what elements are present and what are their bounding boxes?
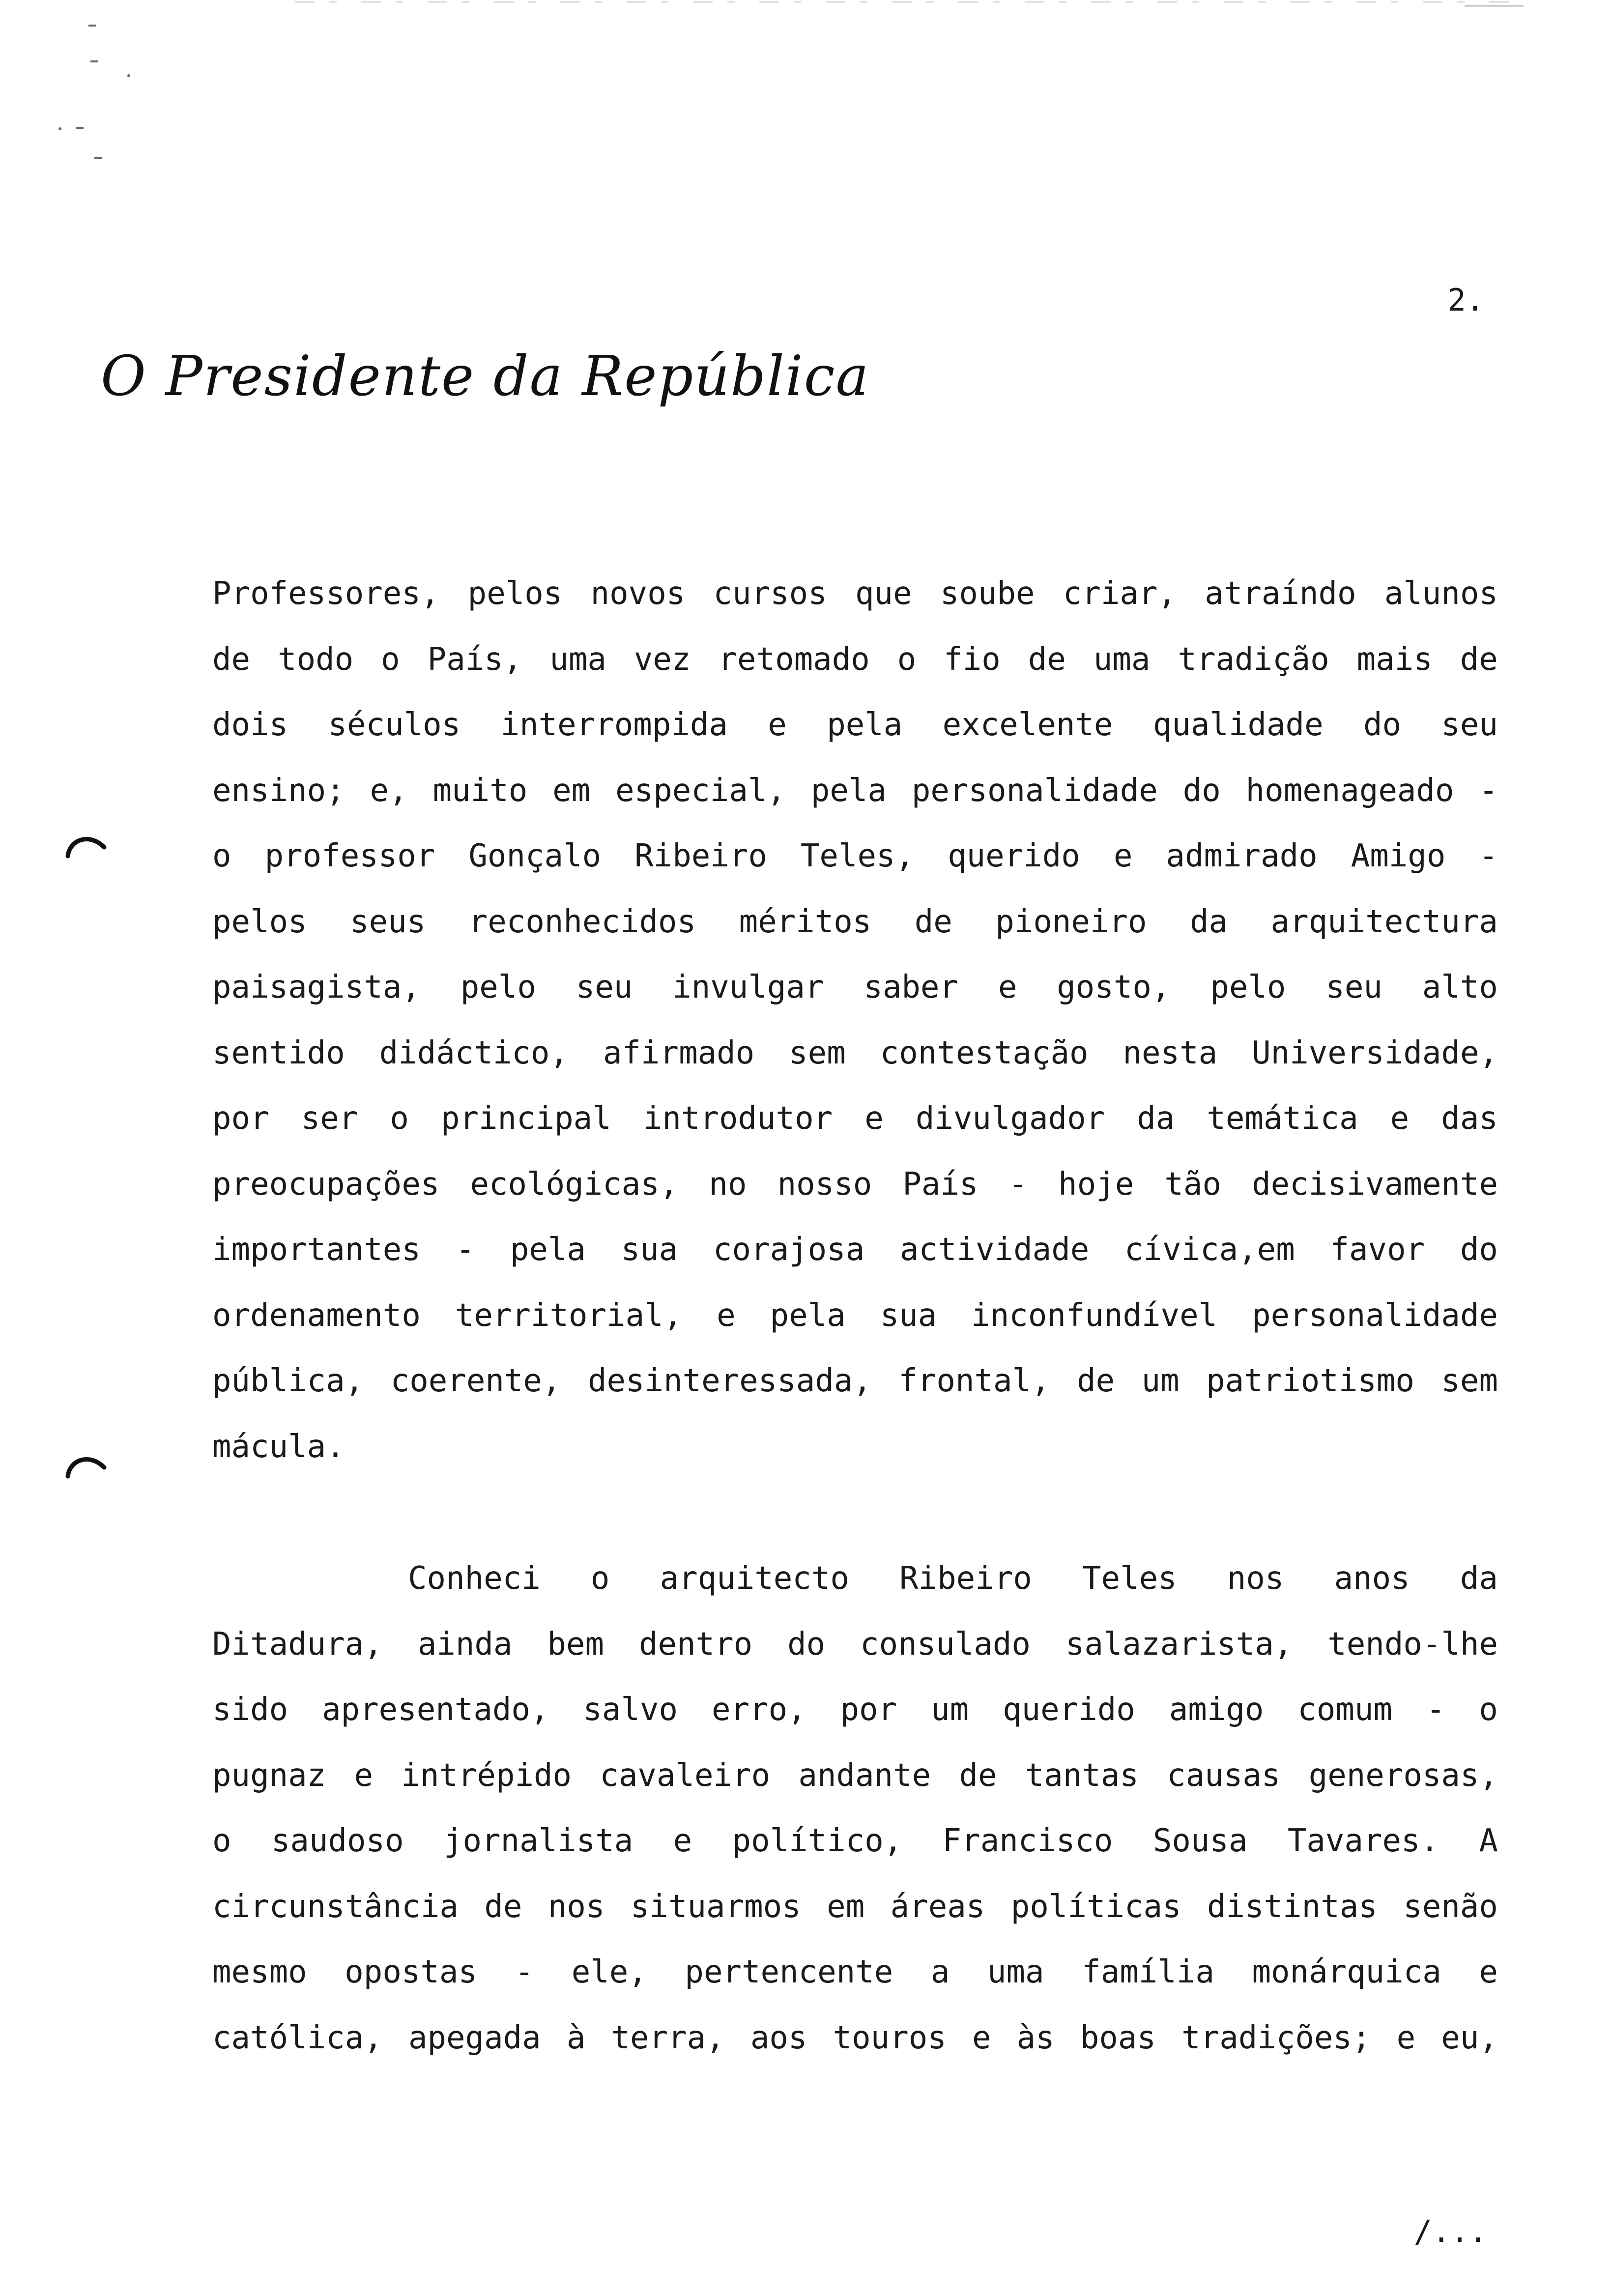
word: católica, — [212, 2019, 383, 2056]
text-line — [212, 2006, 1498, 2071]
word: de — [484, 1888, 522, 1925]
word: todo — [278, 641, 354, 678]
word: das — [1441, 1100, 1498, 1137]
word: e — [768, 707, 787, 743]
word: Professores, — [212, 575, 440, 612]
word: Tavares. — [1287, 1823, 1439, 1859]
word: da — [1137, 1100, 1175, 1137]
word: actividade — [899, 1232, 1090, 1268]
word: Ribeiro — [634, 838, 767, 874]
word: andante — [798, 1757, 931, 1794]
word: seu — [576, 969, 633, 1005]
word: de — [1460, 641, 1498, 678]
word: e — [1479, 1954, 1498, 1990]
word: família — [1082, 1954, 1214, 1990]
word: inconfundível — [971, 1297, 1218, 1334]
word: novos — [590, 575, 686, 612]
word: touros — [833, 2019, 947, 2056]
word: de — [914, 903, 952, 940]
word: e, — [370, 772, 408, 809]
word: ainda — [417, 1626, 513, 1663]
word: muito — [432, 772, 528, 809]
word: gosto, — [1057, 969, 1171, 1005]
word: nos — [547, 1888, 605, 1925]
word: intrépido — [401, 1757, 572, 1794]
word: e — [673, 1823, 692, 1859]
word: desinteressada, — [587, 1363, 872, 1399]
word: apresentado, — [322, 1692, 549, 1728]
word: pela — [510, 1232, 586, 1268]
word: e — [717, 1297, 736, 1334]
word: temática — [1207, 1100, 1358, 1137]
word: ordenamento — [212, 1297, 421, 1334]
word: contestação — [880, 1034, 1089, 1071]
text-line — [212, 1086, 1498, 1152]
word: didáctico, — [379, 1034, 569, 1071]
word: - — [1008, 1166, 1028, 1203]
word: situarmos — [630, 1888, 801, 1925]
word: professor — [264, 838, 435, 874]
word: um — [931, 1692, 969, 1728]
word: divulgador — [915, 1100, 1105, 1137]
word: o — [381, 641, 400, 678]
word: preocupações — [212, 1166, 440, 1203]
word: o — [212, 838, 231, 874]
word: apegada — [408, 2019, 541, 2056]
word: ser — [301, 1100, 358, 1137]
word: e — [1396, 2019, 1416, 2056]
text-line — [212, 1546, 1498, 1612]
text-line — [212, 1021, 1498, 1087]
word: invulgar — [672, 969, 824, 1005]
word: querido — [948, 838, 1080, 874]
word: afirmado — [603, 1034, 755, 1071]
word: sem — [789, 1034, 846, 1071]
word: Ditadura, — [212, 1626, 383, 1663]
word: seus — [350, 903, 426, 940]
word: por — [840, 1692, 897, 1728]
word: País, — [427, 641, 522, 678]
text-line: mácula. — [212, 1428, 345, 1465]
word: pelo — [460, 969, 536, 1005]
word: - — [515, 1954, 534, 1990]
text-line — [212, 1808, 1498, 1874]
word: ele, — [571, 1954, 647, 1990]
word: político, — [732, 1823, 903, 1859]
word: frontal, — [898, 1363, 1050, 1399]
word: A — [1479, 1823, 1498, 1859]
continuation-mark: /... — [1413, 2213, 1487, 2249]
word: e — [354, 1757, 373, 1794]
word: tantas — [1025, 1757, 1139, 1794]
word: erro, — [711, 1692, 806, 1728]
word: dentro — [638, 1626, 753, 1663]
word: principal — [440, 1100, 611, 1137]
word: qualidade — [1152, 707, 1324, 743]
word: de — [1028, 641, 1066, 678]
word: mais — [1356, 641, 1433, 678]
word: sentido — [212, 1034, 345, 1071]
word: querido — [1003, 1692, 1135, 1728]
word: favor — [1330, 1232, 1425, 1268]
word: excelente — [942, 707, 1113, 743]
word: uma — [549, 641, 606, 678]
text-line — [212, 692, 1498, 758]
word: sido — [212, 1692, 288, 1728]
word: pugnaz — [212, 1757, 326, 1794]
word: seu — [1325, 969, 1382, 1005]
word: tão — [1164, 1166, 1221, 1203]
word: consulado — [860, 1626, 1031, 1663]
word: por — [212, 1100, 269, 1137]
word: boas — [1080, 2019, 1156, 2056]
word: patriotismo — [1206, 1363, 1414, 1399]
word: - — [1479, 772, 1498, 809]
word: de — [959, 1757, 997, 1794]
word: alunos — [1384, 575, 1498, 612]
word: da — [1190, 903, 1228, 940]
word: o — [897, 641, 917, 678]
word: sua — [880, 1297, 937, 1334]
word: salvo — [583, 1692, 678, 1728]
word: - — [1426, 1692, 1445, 1728]
word: Universidade, — [1252, 1034, 1498, 1071]
word: pelo — [1210, 969, 1286, 1005]
text-line — [212, 1349, 1498, 1414]
word: arquitecto — [660, 1560, 849, 1597]
word: Gonçalo — [468, 838, 602, 874]
word: Sousa — [1152, 1823, 1248, 1859]
text-line — [212, 1217, 1498, 1283]
word: à — [566, 2019, 586, 2056]
word: comum — [1297, 1692, 1392, 1728]
word: Ribeiro — [899, 1560, 1032, 1597]
word: uma — [1093, 641, 1151, 678]
word: corajosa — [713, 1232, 865, 1268]
word: em — [827, 1888, 865, 1925]
word: atraíndo — [1205, 575, 1356, 612]
word: monárquica — [1252, 1954, 1441, 1990]
word: uma — [987, 1954, 1044, 1990]
word: Francisco — [942, 1823, 1113, 1859]
letterhead: O Presidente da República — [101, 344, 870, 408]
word: sua — [621, 1232, 678, 1268]
word: do — [1460, 1232, 1498, 1268]
word: soube — [940, 575, 1035, 612]
text-line — [212, 1677, 1498, 1743]
word: e — [1113, 838, 1133, 874]
text-line — [212, 1874, 1498, 1940]
word: bem — [547, 1626, 604, 1663]
word: no — [709, 1166, 747, 1203]
word: mesmo — [212, 1954, 307, 1990]
punch-hole-mark — [64, 826, 108, 870]
page-number: 2. — [1447, 282, 1484, 318]
text-line — [212, 561, 1498, 627]
scan-speck-marks — [49, 15, 147, 172]
word: sem — [1441, 1363, 1498, 1399]
word: o — [390, 1100, 409, 1137]
word: cívica,em — [1124, 1232, 1295, 1268]
word: um — [1141, 1363, 1180, 1399]
word: saudoso — [271, 1823, 404, 1859]
word: pública, — [212, 1363, 364, 1399]
word: de — [212, 641, 251, 678]
word: o — [1479, 1692, 1498, 1728]
text-line — [212, 890, 1498, 955]
word: às — [1016, 2019, 1055, 2056]
scan-artifact-top-edge — [295, 0, 1524, 10]
word: seu — [1441, 707, 1498, 743]
word: pelos — [467, 575, 563, 612]
text-line — [212, 824, 1498, 890]
text-line — [212, 955, 1498, 1021]
text-line — [212, 627, 1498, 693]
word: do — [1182, 772, 1221, 809]
word: o — [212, 1823, 231, 1859]
word: pela — [810, 772, 887, 809]
word: e — [998, 969, 1017, 1005]
paragraph — [212, 1546, 1498, 2071]
word: dois — [212, 707, 288, 743]
word: do — [1363, 707, 1402, 743]
word: salazarista, — [1065, 1626, 1293, 1663]
word: personalidade — [911, 772, 1158, 809]
word: pioneiro — [995, 903, 1147, 940]
word: admirado — [1166, 838, 1318, 874]
word: o — [590, 1560, 610, 1597]
word: alto — [1422, 969, 1498, 1005]
word: - — [1479, 838, 1498, 874]
word: especial, — [615, 772, 786, 809]
word: importantes — [212, 1232, 421, 1268]
word: senão — [1403, 1888, 1498, 1925]
word: terra, — [611, 2019, 725, 2056]
text-line — [212, 1152, 1498, 1218]
word: anos — [1334, 1560, 1410, 1597]
word: causas — [1167, 1757, 1281, 1794]
word: pelos — [212, 903, 307, 940]
word: de — [1077, 1363, 1115, 1399]
word: - — [456, 1232, 475, 1268]
word: opostas — [345, 1954, 477, 1990]
word: pela — [827, 707, 903, 743]
word: pela — [770, 1297, 846, 1334]
word: jornalista — [443, 1823, 633, 1859]
word: hoje — [1058, 1166, 1134, 1203]
word: e — [1390, 1100, 1410, 1137]
text-line — [212, 1940, 1498, 2006]
word: territorial, — [455, 1297, 683, 1334]
word: introdutor — [643, 1100, 833, 1137]
word: vez — [633, 641, 691, 678]
paragraph — [212, 561, 1498, 1480]
text-line — [212, 1612, 1498, 1678]
word: homenageado — [1245, 772, 1454, 809]
word: e — [972, 2019, 991, 2056]
word: tradições; — [1181, 2019, 1371, 2056]
word: ecológicas, — [470, 1166, 679, 1203]
word: áreas — [890, 1888, 985, 1925]
text-line — [212, 758, 1498, 824]
word: em — [552, 772, 591, 809]
word: séculos — [328, 707, 461, 743]
word: nesta — [1123, 1034, 1218, 1071]
word: Conheci — [408, 1560, 541, 1597]
word: Amigo — [1351, 838, 1446, 874]
word: País — [902, 1166, 979, 1203]
word: aos — [750, 2019, 807, 2056]
word: coerente, — [390, 1363, 561, 1399]
word: da — [1460, 1560, 1498, 1597]
word: tendo-lhe — [1327, 1626, 1498, 1663]
word: amigo — [1169, 1692, 1264, 1728]
word: saber — [864, 969, 958, 1005]
word: personalidade — [1252, 1297, 1498, 1334]
word: tradição — [1178, 641, 1329, 678]
word: retomado — [718, 641, 870, 678]
word: arquitectura — [1270, 903, 1498, 940]
word: políticas — [1010, 1888, 1181, 1925]
punch-hole-mark — [64, 1446, 108, 1490]
word: cavaleiro — [600, 1757, 771, 1794]
word: circunstância — [212, 1888, 459, 1925]
word: nos — [1227, 1560, 1284, 1597]
word: e — [864, 1100, 884, 1137]
word: decisivamente — [1252, 1166, 1498, 1203]
text-line — [212, 1743, 1498, 1809]
word: que — [855, 575, 912, 612]
word: reconhecidos — [468, 903, 696, 940]
word: eu, — [1441, 2019, 1498, 2056]
word: Teles, — [800, 838, 915, 874]
word: Teles — [1082, 1560, 1177, 1597]
word: criar, — [1063, 575, 1177, 612]
word: a — [930, 1954, 950, 1990]
word: do — [787, 1626, 826, 1663]
word: distintas — [1207, 1888, 1378, 1925]
text-line — [212, 1283, 1498, 1349]
word: fio — [944, 641, 1001, 678]
word: méritos — [739, 903, 872, 940]
word: generosas, — [1308, 1757, 1498, 1794]
word: interrompida — [500, 707, 728, 743]
word: pertencente — [685, 1954, 893, 1990]
word: ensino; — [212, 772, 345, 809]
word: paisagista, — [212, 969, 421, 1005]
word: cursos — [713, 575, 827, 612]
word: nosso — [777, 1166, 872, 1203]
